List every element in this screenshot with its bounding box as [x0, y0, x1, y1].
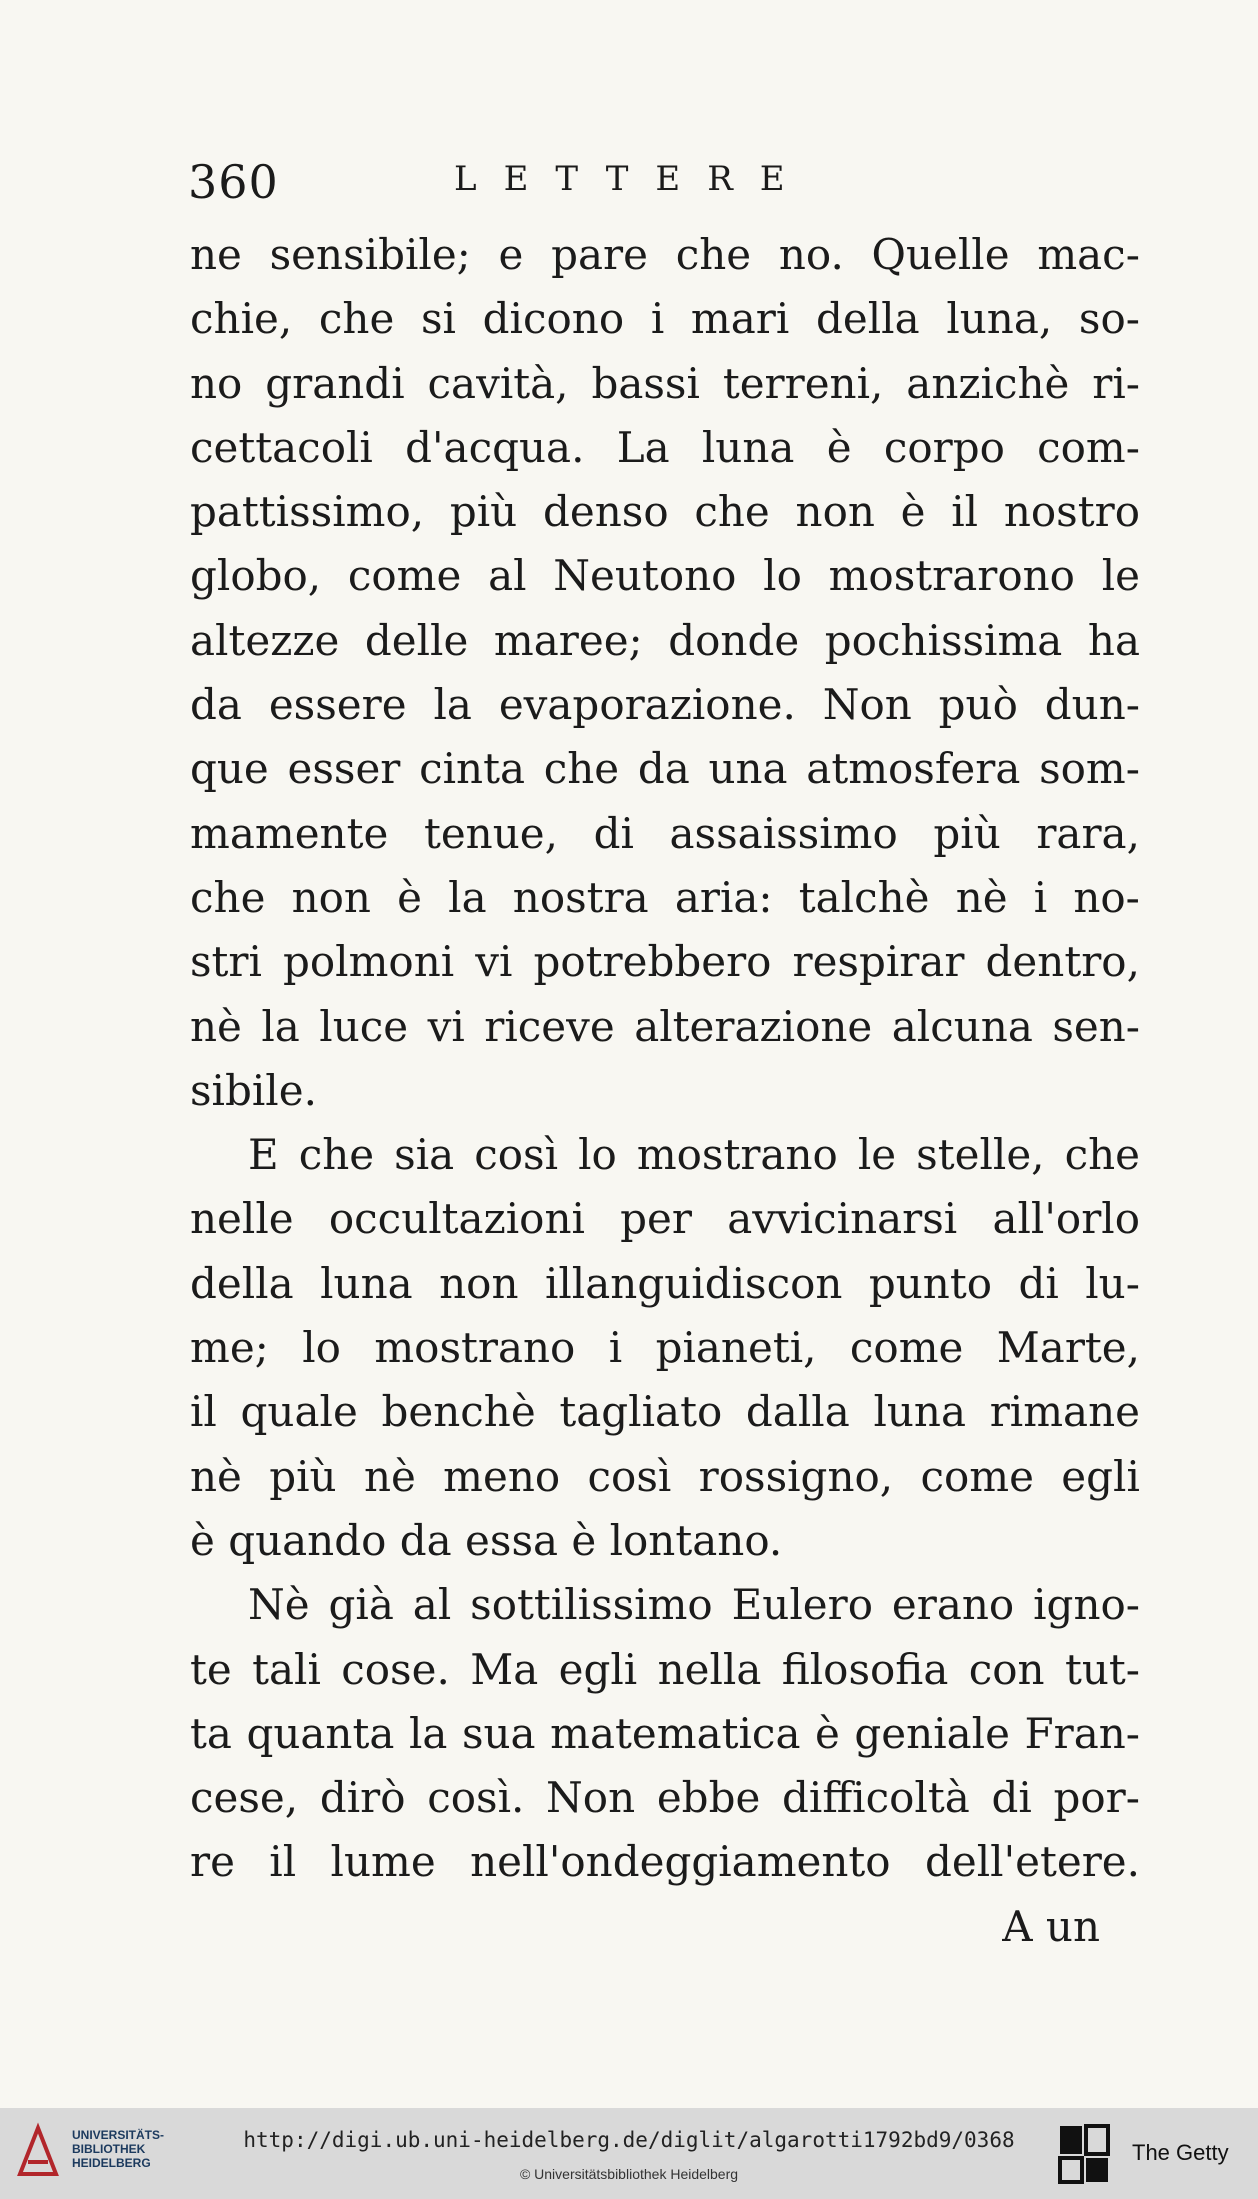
library-name-line: UNIVERSITÄTS-: [72, 2128, 165, 2142]
page-header: [182, 155, 1102, 215]
text-line: re il lume nell'ondeggiamento dell'etere.: [190, 1837, 1140, 1887]
footer-bar: [0, 2108, 1258, 2199]
body-text: [190, 223, 1140, 1959]
text-line: cettacoli d'acqua. La luna è corpo com-: [190, 422, 1140, 472]
text-line: nè la luce vi riceve alterazione alcuna sen-: [190, 1001, 1140, 1051]
text-line: mamente tenue, di assaissimo più rara,: [190, 808, 1140, 858]
text-line: che non è la nostra aria: talchè nè i no-: [190, 872, 1140, 922]
getty-name: The Getty: [1132, 2140, 1229, 2165]
text-line: ne sensibile; e pare che no. Quelle mac-: [190, 230, 1140, 279]
page-number: 360: [188, 155, 279, 209]
text-line: nè più nè meno così rossigno, come egli: [190, 1451, 1140, 1501]
permalink-url[interactable]: http://digi.ub.uni-heidelberg.de/diglit/algarotti1792bd9/0368: [243, 2128, 1015, 2152]
text-line: me; lo mostrano i pianeti, come Marte,: [190, 1323, 1140, 1373]
text-line: stri polmoni vi potrebbero respirar dentro,: [190, 937, 1140, 987]
text-line: ta quanta la sua matematica è geniale Fran-: [190, 1708, 1140, 1758]
catchword: A un: [1002, 1901, 1100, 1951]
text-line: sibile.: [190, 1065, 317, 1115]
text-line: te tali cose. Ma egli nella filosofia con tut-: [190, 1644, 1140, 1694]
library-name-line: HEIDELBERG: [72, 2156, 151, 2170]
getty-logo-icon: [1058, 2124, 1110, 2184]
text-line: que esser cinta che da una atmosfera som-: [190, 744, 1140, 794]
text-line: cese, dirò così. Non ebbe difficoltà di por-: [190, 1773, 1140, 1823]
text-line: altezze delle maree; donde pochissima ha: [190, 615, 1140, 665]
running-head: LETTERE: [454, 159, 812, 199]
text-line: globo, come al Neutono lo mostrarono le: [190, 551, 1140, 601]
library-name-line: BIBLIOTHEK: [72, 2142, 146, 2156]
text-line: E che sia così lo mostrano le stelle, che: [248, 1130, 1140, 1180]
text-line: della luna non illanguidiscon punto di lu-: [190, 1258, 1140, 1308]
text-line: chie, che si dicono i mari della luna, so-: [190, 294, 1140, 344]
text-line: no grandi cavità, bassi terreni, anzichè ri-: [190, 358, 1140, 408]
text-line: da essere la evaporazione. Non può dun-: [190, 680, 1140, 730]
text-line: Nè già al sottilissimo Eulero erano igno-: [248, 1580, 1140, 1630]
text-line: il quale benchè tagliato dalla luna rimane: [190, 1387, 1140, 1437]
copyright-notice: © Universitätsbibliothek Heidelberg: [519, 2166, 739, 2182]
text-line: nelle occultazioni per avvicinarsi all'orlo: [190, 1194, 1140, 1244]
text-line: è quando da essa è lontano.: [190, 1515, 783, 1565]
text-line: pattissimo, più denso che non è il nostro: [190, 487, 1140, 537]
